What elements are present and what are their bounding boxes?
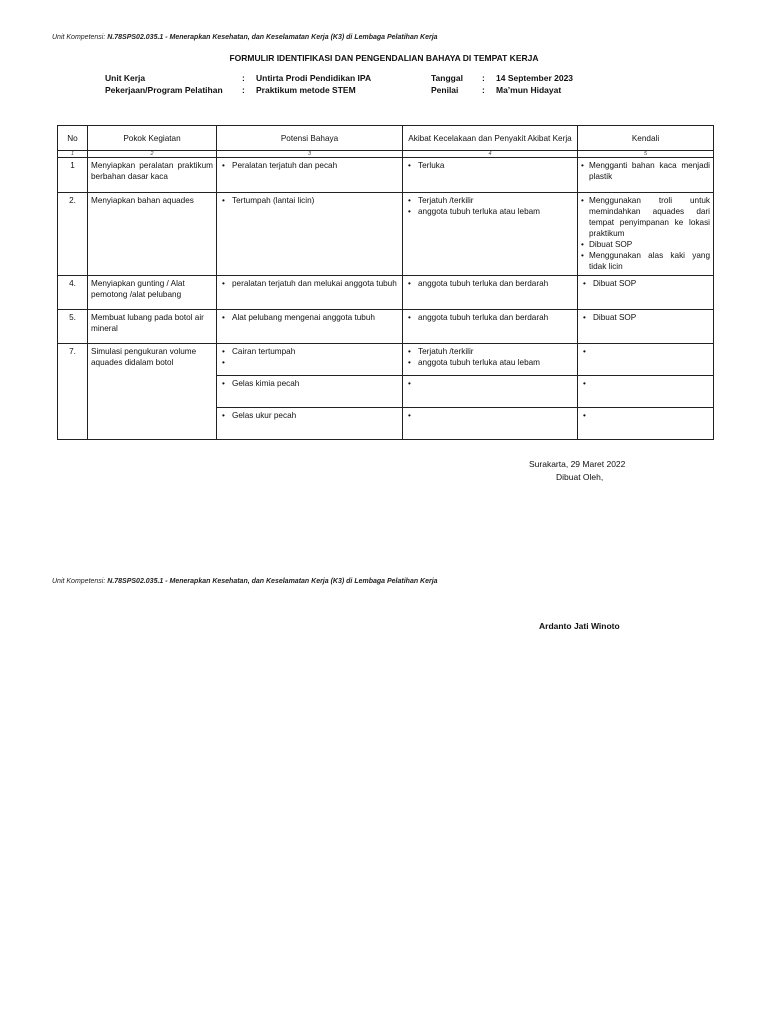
hazard-table — [57, 125, 714, 440]
unit-kerja-label: Unit Kerja — [105, 73, 146, 83]
bahaya-item: • Tertumpah (lantai licin) — [220, 195, 399, 206]
col-number: 1 — [58, 151, 88, 158]
kendali-item: • Dibuat SOP — [581, 312, 710, 323]
kendali-item: • Menggunakan alas kaki yang tidak licin — [581, 250, 710, 272]
col-number: 3 — [217, 151, 403, 158]
kendali-item: • Menggunakan troli untuk memindahkan aquades dari tempat penyimpanan ke lokasi praktikum — [581, 195, 710, 239]
colon: : — [482, 85, 485, 95]
akibat-item: • anggota tubuh terluka atau lebam — [406, 206, 574, 217]
colon: : — [482, 73, 485, 83]
tanggal-label: Tanggal — [431, 73, 463, 83]
penilai-label: Penilai — [431, 85, 459, 95]
unit-prefix: Unit Kompetensi: — [52, 34, 106, 41]
colon: : — [242, 73, 245, 83]
akibat-item: • Terluka — [406, 160, 574, 171]
unit-kompetensi-top — [52, 34, 438, 41]
header-bahaya: Potensi Bahaya — [217, 126, 403, 151]
bahaya-item: • Gelas ukur pecah — [220, 410, 399, 421]
tanggal-value: 14 September 2023 — [496, 73, 574, 83]
kendali-item: • Dibuat SOP — [581, 239, 710, 250]
penilai-value: Ma’mun Hidayat — [496, 85, 562, 95]
akibat-item: • anggota tubuh terluka dan berdarah — [406, 278, 574, 289]
table-row — [58, 276, 714, 310]
unit-text: N.78SPS02.035.1 - Menerapkan Kesehatan, dan Keselamatan Kerja (K3) di Lembaga Pelatihan Kerja — [107, 34, 438, 41]
unit-text: N.78SPS02.035.1 - Menerapkan Kesehatan, dan Keselamatan Kerja (K3) di Lembaga Pelatihan Kerja — [107, 578, 438, 585]
made-by: Dibuat Oleh, — [556, 472, 604, 482]
unit-kerja-value: Untirta Prodi Pendidikan IPA — [256, 73, 372, 83]
akibat-item: • Terjatuh /terkilir — [406, 195, 574, 206]
bahaya-item: • Alat pelubang mengenai anggota tubuh — [220, 312, 399, 323]
table-row — [58, 193, 714, 276]
row-no: 4. — [58, 276, 88, 310]
table-row — [58, 310, 714, 344]
unit-kompetensi-bottom — [52, 578, 438, 585]
col-number: 4 — [403, 151, 578, 158]
signer-name: Ardanto Jati Winoto — [539, 621, 620, 631]
row-kegiatan: Simulasi pengukuran volume aquades didalam botol — [88, 344, 217, 440]
row-kegiatan: Menyiapkan bahan aquades — [88, 193, 217, 276]
bahaya-item: • peralatan terjatuh dan melukai anggota tubuh — [220, 278, 399, 289]
akibat-item: • anggota tubuh terluka atau lebam — [406, 357, 574, 368]
row-no: 2. — [58, 193, 88, 276]
table-row — [58, 344, 714, 376]
row-no: 5. — [58, 310, 88, 344]
pekerjaan-label: Pekerjaan/Program Pelatihan — [105, 85, 223, 95]
bahaya-item: • Peralatan terjatuh dan pecah — [220, 160, 399, 171]
row-kegiatan: Menyiapkan gunting / Alat pemotong /alat pelubang — [88, 276, 217, 310]
form-title: FORMULIR IDENTIFIKASI DAN PENGENDALIAN BAHAYA DI TEMPAT KERJA — [229, 53, 539, 63]
akibat-item: • Terjatuh /terkilir — [406, 346, 574, 357]
header-kegiatan: Pokok Kegiatan — [88, 126, 217, 151]
bahaya-item: • Gelas kimia pecah — [220, 378, 399, 389]
place-date: Surakarta, 29 Maret 2022 — [529, 459, 626, 469]
col-number: 5 — [578, 151, 714, 158]
akibat-item: • anggota tubuh terluka dan berdarah — [406, 312, 574, 323]
colon: : — [242, 85, 245, 95]
pekerjaan-value: Praktikum metode STEM — [256, 85, 356, 95]
header-kendali: Kendali — [578, 126, 714, 151]
row-kegiatan: Membuat lubang pada botol air mineral — [88, 310, 217, 344]
table-row — [58, 158, 714, 193]
row-kegiatan: Menyiapkan peralatan praktikum berbahan dasar kaca — [88, 158, 217, 193]
header-no: No — [58, 126, 88, 151]
kendali-item: • Mengganti bahan kaca menjadi plastik — [581, 160, 710, 182]
row-no: 7. — [58, 344, 88, 440]
kendali-item: • Dibuat SOP — [581, 278, 710, 289]
col-number: 2 — [88, 151, 217, 158]
header-akibat: Akibat Kecelakaan dan Penyakit Akibat Kerja — [403, 126, 578, 151]
bahaya-item: • Cairan tertumpah — [220, 346, 399, 357]
row-no: 1 — [58, 158, 88, 193]
unit-prefix: Unit Kompetensi: — [52, 578, 106, 585]
